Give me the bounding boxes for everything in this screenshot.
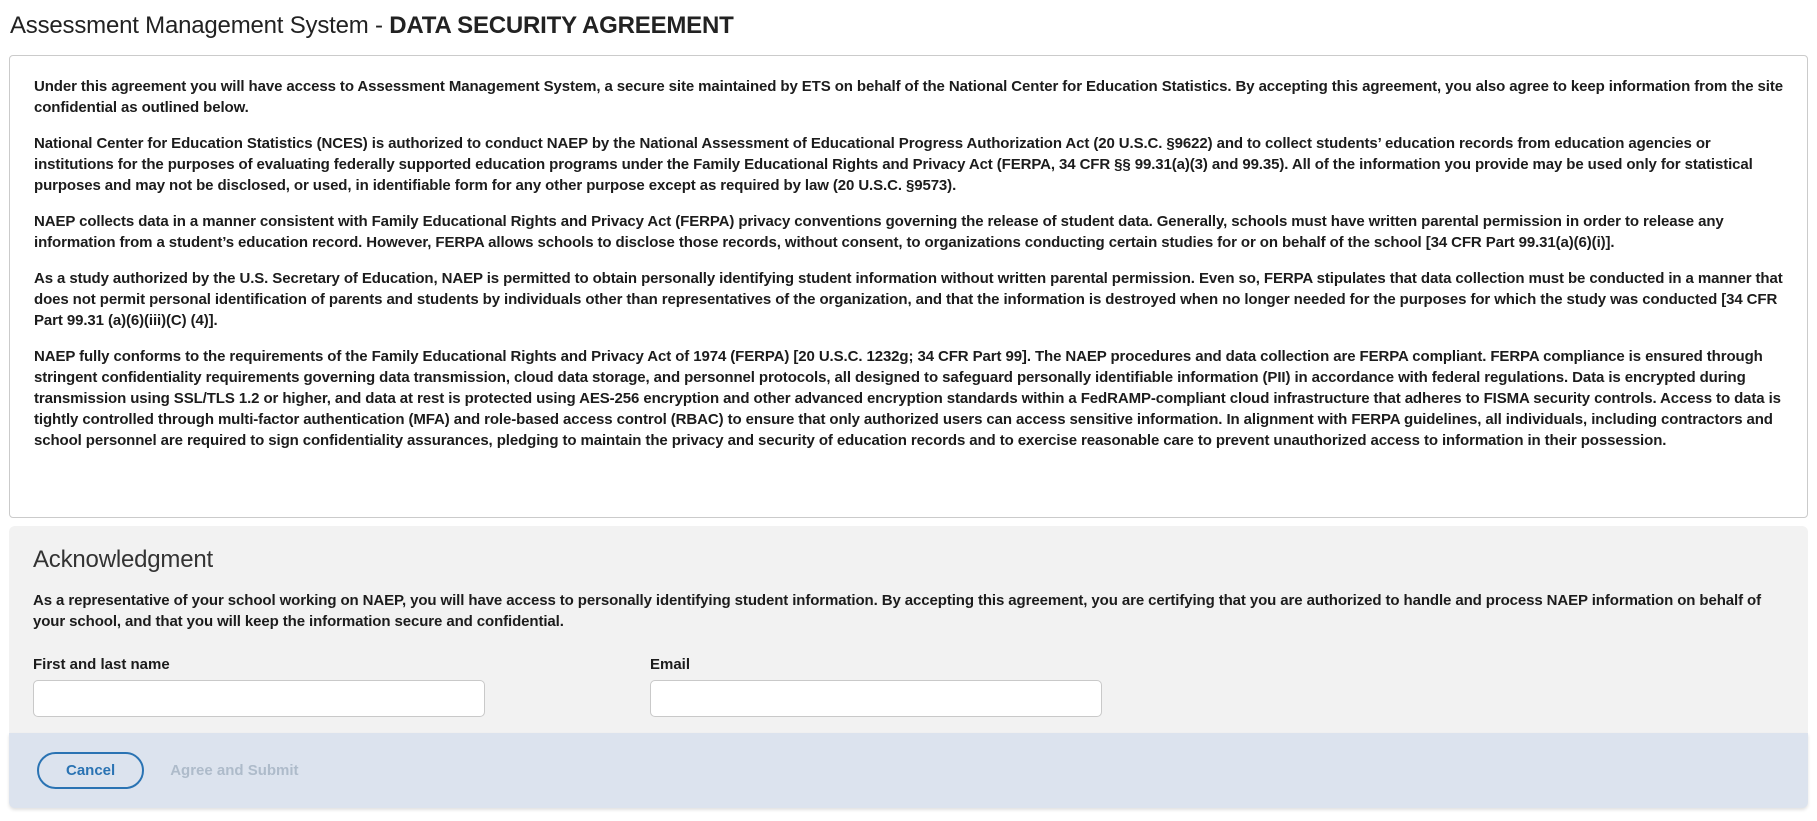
agreement-paragraph: As a study authorized by the U.S. Secretary of Education, NAEP is permitted to obtain personally identifying student information without written parental permission. Even so, FERPA stipulates that data collection must be conducted in a manner that does not permit personal identification of parents and students by individuals other than representatives of the organization, and that the information is destroyed when no longer needed for the purposes for which the study was conducted [34 CFR Part 99.31 (a)(6)(iii)(C) (4)]. [34,270,1783,329]
name-field [33,656,485,717]
acknowledgment-heading: Acknowledgment [33,546,213,573]
acknowledgment-section [9,526,1808,733]
name-field-label: First and last name [33,656,170,673]
email-input[interactable] [650,680,1102,717]
agreement-text-panel [9,55,1808,518]
agreement-paragraph: NAEP fully conforms to the requirements of the Family Educational Rights and Privacy Act of 1974 (FERPA) [20 U.S.C. 1232g; 34 CFR Part 99]. The NAEP procedures and data collection are FERPA compliant. FERPA compliance is ensured through stringent confidentiality requirements governing data transmission, cloud data storage, and personnel protocols, all designed to safeguard personally identifiable information (PII) in accordance with federal regulations. Data is encrypted during transmission using SSL/TLS 1.2 or higher, and data at rest is protected using AES-256 encryption and other advanced encryption standards within a FedRAMP-compliant cloud infrastructure that adheres to FISMA security controls. Access to data is tightly controlled through multi-factor authentication (MFA) and role-based access control (RBAC) to ensure that only authorized users can access sensitive information. In alignment with FERPA guidelines, all individuals, including contractors and school personnel are required to sign confidentiality assurances, pledging to maintain the privacy and security of education records and to exercise reasonable care to prevent unauthorized access to information in their possession. [34,348,1781,449]
page-title-emphasis: DATA SECURITY AGREEMENT [389,12,734,39]
email-field-label: Email [650,656,691,673]
agreement-paragraph: National Center for Education Statistics (NCES) is authorized to conduct NAEP by the National Assessment of Educational Progress Authorization Act (20 U.S.C. §9622) and to collect students’ education records from education agencies or institutions for the purposes of evaluating federally supported education programs under the Family Educational Rights and Privacy Act (FERPA, 34 CFR §§ 99.31(a)(3) and 99.35). All of the information you provide may be used only for statistical purposes and may not be disclosed, or used, in identifiable form for any other purpose except as required by law (20 U.S.C. §9573). [34,135,1753,194]
page-title [10,12,1817,40]
email-field [650,656,1102,717]
agree-and-submit-button[interactable]: Agree and Submit [170,762,299,779]
footer-action-bar [9,733,1808,808]
name-input[interactable] [33,680,485,717]
agreement-paragraph: NAEP collects data in a manner consistent with Family Educational Rights and Privacy Act (FERPA) privacy conventions governing the release of student data. Generally, schools must have written parental permission in order to release any information from a student’s education record. However, FERPA allows schools to disclose those records, without consent, to organizations conducting certain studies for or on behalf of the school [34 CFR Part 99.31(a)(6)(i)]. [34,213,1724,251]
acknowledgment-body: As a representative of your school working on NAEP, you will have access to personally identifying student information. By accepting this agreement, you are certifying that you are authorized to handle and process NAEP information on behalf of your school, and that you will keep the information secure and confidential. [33,592,1761,630]
acknowledgment-form-row [33,656,1784,717]
cancel-button[interactable]: Cancel [37,752,144,789]
agreement-paragraph: Under this agreement you will have access to Assessment Management System, a secure site maintained by ETS on behalf of the National Center for Education Statistics. By accepting this agreement, you also agree to keep information from the site confidential as outlined below. [34,78,1783,116]
page-title-prefix: Assessment Management System - [10,12,390,39]
